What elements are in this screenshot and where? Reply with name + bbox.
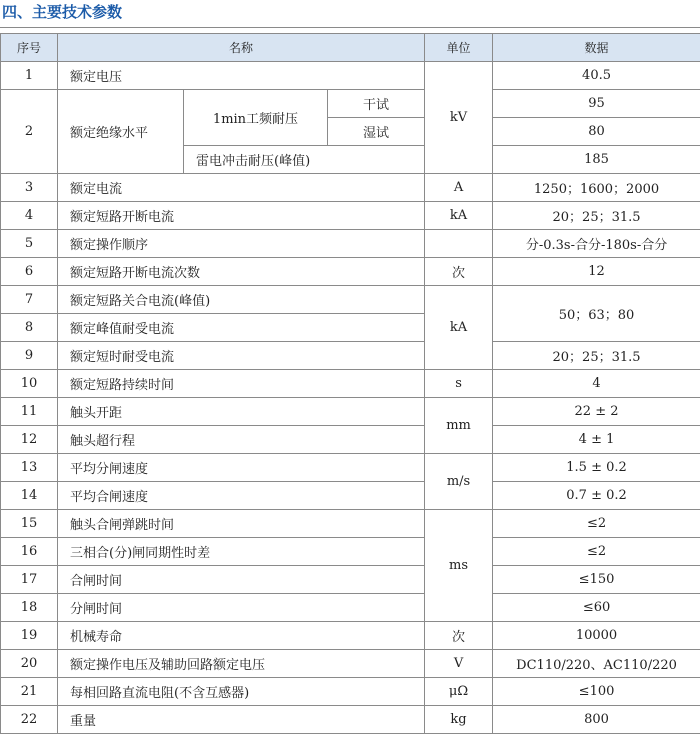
row-seq: 4 <box>1 202 58 230</box>
row-value: 95 <box>493 90 700 118</box>
row-name: 额定短时耐受电流 <box>58 342 425 370</box>
row-name: 分闸时间 <box>58 594 425 622</box>
header-unit: 单位 <box>425 34 493 62</box>
row-name: 额定操作顺序 <box>58 230 425 258</box>
row-seq: 3 <box>1 174 58 202</box>
table-row <box>1 174 700 202</box>
row-seq: 2 <box>1 90 58 174</box>
row-seq: 7 <box>1 286 58 314</box>
row-value: 80 <box>493 118 700 146</box>
row-value: ≤2 <box>493 538 700 566</box>
table-row <box>1 454 700 482</box>
row-seq: 17 <box>1 566 58 594</box>
row-name: 额定短路开断电流次数 <box>58 258 425 286</box>
sub-power-frequency: 1min工频耐压 <box>184 90 328 146</box>
row-unit: ms <box>425 510 493 622</box>
technical-parameters-table <box>0 33 700 734</box>
table-row <box>1 90 700 118</box>
table-row <box>1 398 700 426</box>
row-unit: A <box>425 174 493 202</box>
row-name: 额定绝缘水平 <box>58 90 184 174</box>
table-row <box>1 202 700 230</box>
row-value: 10000 <box>493 622 700 650</box>
row-name: 额定电流 <box>58 174 425 202</box>
row-seq: 18 <box>1 594 58 622</box>
row-seq: 12 <box>1 426 58 454</box>
table-row <box>1 426 700 454</box>
table-row <box>1 286 700 314</box>
row-value: 50；63；80 <box>493 286 700 342</box>
row-unit <box>425 230 493 258</box>
row-unit: kA <box>425 286 493 370</box>
section-title: 四、主要技术参数 <box>2 3 123 21</box>
row-unit: V <box>425 650 493 678</box>
table-row <box>1 62 700 90</box>
table-row <box>1 622 700 650</box>
row-seq: 21 <box>1 678 58 706</box>
row-seq: 6 <box>1 258 58 286</box>
row-name: 额定峰值耐受电流 <box>58 314 425 342</box>
row-name: 重量 <box>58 706 425 734</box>
row-seq: 13 <box>1 454 58 482</box>
row-seq: 22 <box>1 706 58 734</box>
row-value: 20；25；31.5 <box>493 202 700 230</box>
row-value: DC110/220、AC110/220 <box>493 650 700 678</box>
header-data: 数据 <box>493 34 700 62</box>
row-seq: 19 <box>1 622 58 650</box>
row-unit: s <box>425 370 493 398</box>
row-name: 额定操作电压及辅助回路额定电压 <box>58 650 425 678</box>
header-name: 名称 <box>58 34 425 62</box>
table-row <box>1 566 700 594</box>
table-row <box>1 538 700 566</box>
row-unit: mm <box>425 398 493 454</box>
row-name: 额定电压 <box>58 62 425 90</box>
title-divider <box>0 27 700 28</box>
row-name: 平均分闸速度 <box>58 454 425 482</box>
row-unit: μΩ <box>425 678 493 706</box>
row-seq: 8 <box>1 314 58 342</box>
row-value: ≤100 <box>493 678 700 706</box>
table-row <box>1 342 700 370</box>
row-value: 185 <box>493 146 700 174</box>
row-value: 1.5 ± 0.2 <box>493 454 700 482</box>
row-unit: kg <box>425 706 493 734</box>
row-value: 分-0.3s-合分-180s-合分 <box>493 230 700 258</box>
row-value: 0.7 ± 0.2 <box>493 482 700 510</box>
row-name: 触头超行程 <box>58 426 425 454</box>
row-name: 合闸时间 <box>58 566 425 594</box>
row-name: 触头合闸弹跳时间 <box>58 510 425 538</box>
table-row <box>1 482 700 510</box>
sub-wet-test: 湿试 <box>328 118 425 146</box>
row-seq: 10 <box>1 370 58 398</box>
row-value: 4 ± 1 <box>493 426 700 454</box>
row-name: 额定短路开断电流 <box>58 202 425 230</box>
table-row <box>1 258 700 286</box>
table-row <box>1 650 700 678</box>
row-name: 平均合闸速度 <box>58 482 425 510</box>
table-row <box>1 706 700 734</box>
row-name: 触头开距 <box>58 398 425 426</box>
row-value: 4 <box>493 370 700 398</box>
row-unit: 次 <box>425 622 493 650</box>
table-row <box>1 594 700 622</box>
row-seq: 5 <box>1 230 58 258</box>
row-name: 额定短路持续时间 <box>58 370 425 398</box>
table-row <box>1 370 700 398</box>
row-value: ≤60 <box>493 594 700 622</box>
row-value: 40.5 <box>493 62 700 90</box>
row-value: 22 ± 2 <box>493 398 700 426</box>
table-row <box>1 510 700 538</box>
row-seq: 9 <box>1 342 58 370</box>
row-name: 额定短路关合电流(峰值) <box>58 286 425 314</box>
row-seq: 1 <box>1 62 58 90</box>
table-row <box>1 678 700 706</box>
row-value: 800 <box>493 706 700 734</box>
unit-kv: kV <box>425 62 493 174</box>
row-unit: kA <box>425 202 493 230</box>
row-value: ≤150 <box>493 566 700 594</box>
row-value: 1250；1600；2000 <box>493 174 700 202</box>
row-unit: m/s <box>425 454 493 510</box>
row-value: ≤2 <box>493 510 700 538</box>
table-row <box>1 230 700 258</box>
sub-dry-test: 干试 <box>328 90 425 118</box>
row-name: 三相合(分)闸同期性时差 <box>58 538 425 566</box>
row-seq: 16 <box>1 538 58 566</box>
row-unit: 次 <box>425 258 493 286</box>
sub-lightning-impulse: 雷电冲击耐压(峰值) <box>184 146 425 174</box>
row-value: 12 <box>493 258 700 286</box>
table-header-row <box>1 34 700 62</box>
row-seq: 11 <box>1 398 58 426</box>
row-seq: 14 <box>1 482 58 510</box>
row-seq: 20 <box>1 650 58 678</box>
header-seq: 序号 <box>1 34 58 62</box>
row-value: 20；25；31.5 <box>493 342 700 370</box>
row-name: 机械寿命 <box>58 622 425 650</box>
row-name: 每相回路直流电阻(不含互感器) <box>58 678 425 706</box>
row-seq: 15 <box>1 510 58 538</box>
